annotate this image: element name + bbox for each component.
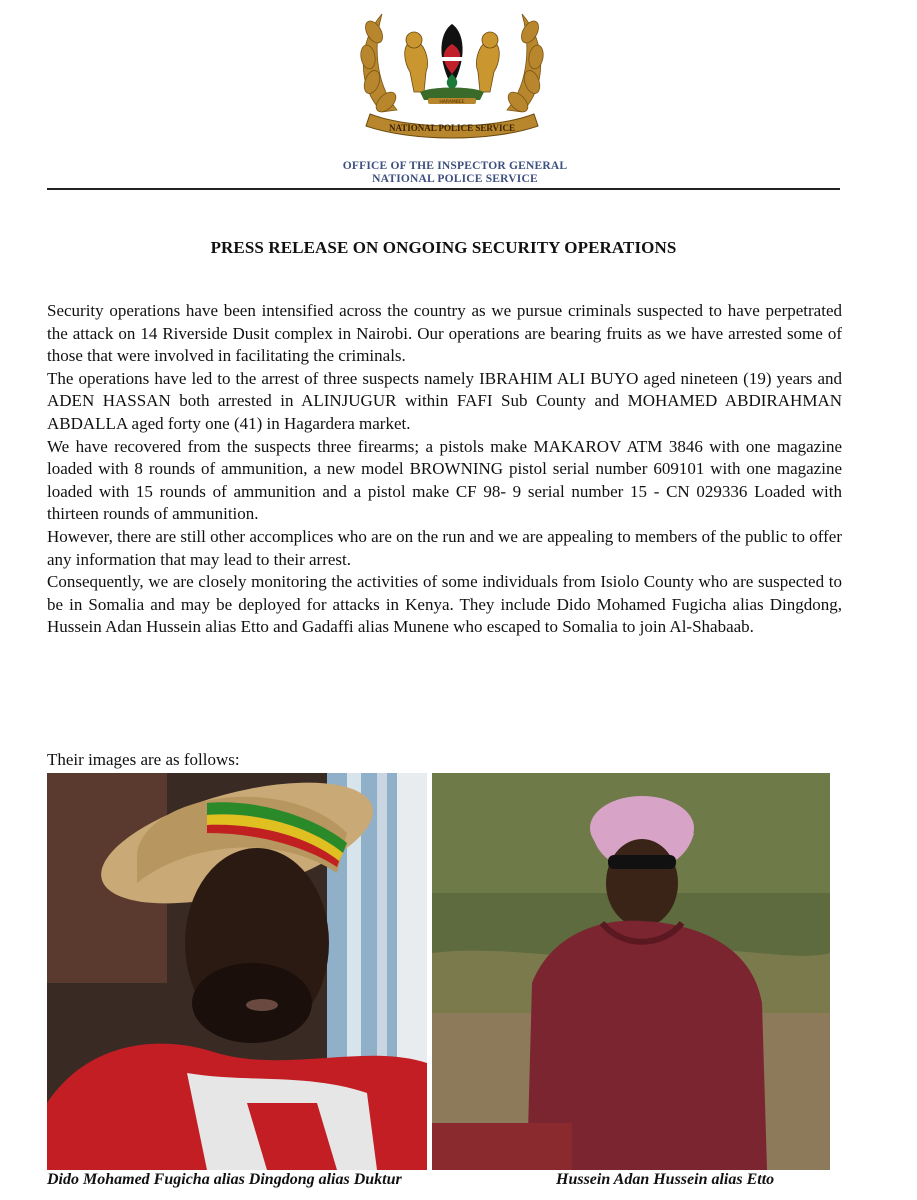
header-divider	[47, 188, 840, 190]
paragraph: We have recovered from the suspects three firearms; a pistols make MAKAROV ATM 3846 with one magazine loaded with 8 rounds of ammunition, a new model BROWNING pistol serial number 609101 with one magazine loaded with 15 rounds of ammunition and a pistol make CF 98- 9 serial number 15 - CN 029336 Loaded with thirteen rounds of ammunition.	[47, 436, 842, 524]
photo-caption-2: Hussein Adan Hussein alias Etto	[556, 1171, 775, 1188]
images-label: Their images are as follows:	[47, 750, 240, 769]
svg-text:NATIONAL POLICE SERVICE: NATIONAL POLICE SERVICE	[388, 123, 516, 133]
suspect-photo-2	[432, 773, 830, 1170]
national-police-service-crest	[352, 2, 552, 142]
office-heading	[240, 160, 670, 186]
press-release-body	[47, 300, 842, 639]
suspect-photo-1	[47, 773, 427, 1170]
paragraph: Security operations have been intensified across the country as we pursue criminals suspected to have perpetrated the attack on 14 Riverside Dusit complex in Nairobi. Our operations are bearing fruits as we have arrested some of those that were involved in facilitating the criminals.	[47, 301, 842, 366]
office-line-2: NATIONAL POLICE SERVICE	[372, 173, 538, 185]
office-line-1: OFFICE OF THE INSPECTOR GENERAL	[342, 160, 568, 172]
paragraph: The operations have led to the arrest of three suspects namely IBRAHIM ALI BUYO aged nineteen (19) years and ADEN HASSAN both arrested in ALINJUGUR within FAFI Sub County and MOHAMED ABDIRAHMAN ABDALLA aged forty one (41) in Hagardera market.	[47, 368, 842, 433]
paragraph: Consequently, we are closely monitoring the activities of some individuals from Isiolo County who are suspected to be in Somalia and may be deployed for attacks in Kenya. They include Dido Mohamed Fugicha alias Dingdong, Hussein Adan Hussein alias Etto and Gadaffi alias Munene who escaped to Somalia to join Al-Shabaab.	[47, 572, 842, 637]
svg-text:HARAMBEE: HARAMBEE	[439, 100, 465, 105]
press-release-title: PRESS RELEASE ON ONGOING SECURITY OPERATIONS	[210, 238, 677, 257]
photo-caption-1: Dido Mohamed Fugicha alias Dingdong alias Duktur	[47, 1171, 402, 1188]
paragraph: However, there are still other accomplices who are on the run and we are appealing to members of the public to offer any information that may lead to their arrest.	[47, 526, 842, 569]
